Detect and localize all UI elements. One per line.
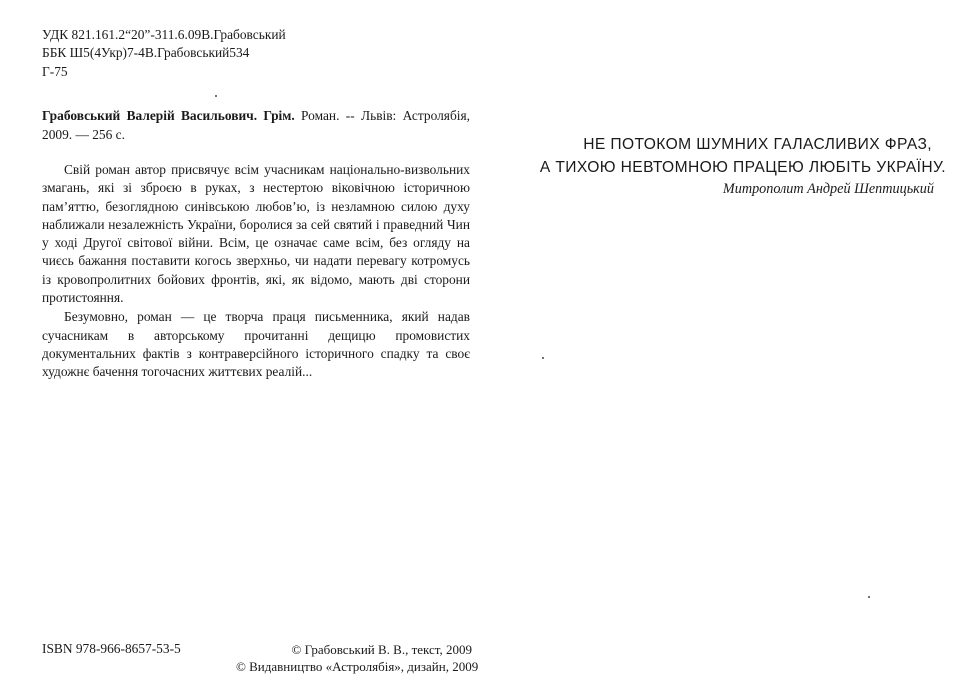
udk-code: УДК 821.161.2“20”-311.6.09В.Грабовський — [42, 27, 286, 42]
annotation — [42, 161, 470, 382]
copyright-text: © Грабовський В. В., текст, 2009 — [291, 642, 472, 657]
copyright-design: © Видавництво «Астролябія», дизайн, 2009 — [236, 659, 479, 674]
author-title: Грабовський Валерій Васильович. Грім. — [42, 108, 295, 123]
print-speck — [215, 95, 217, 97]
print-speck — [542, 357, 544, 359]
annotation-paragraph: Свій роман автор присвячує всім учасникам національно-визвольних змагань, які зі зброєю в руках, з нестертою віковічною історичною пам’яттю, безоглядною синівською любов’ю, із незламною силою духу наближали незалежність України, боролися за сей святий і праведний Чин у ході Другої світової війни. Всім, це означає саме всім, без огляду на чиєсь бажання поставити когось зверхньо, чи надати перевагу котромусь із кровопролитних бойових фронтів, які, як відомо, мають дві сторони протистояння. — [42, 162, 470, 306]
isbn: ISBN 978-966-8657-53-5 — [42, 641, 181, 656]
copyright-block — [236, 641, 479, 675]
bbk-code: ББК Ш5(4Укр)7-4В.Грабовський534 — [42, 45, 250, 61]
epigraph-line: А ТИХОЮ НЕВТОМНОЮ ПРАЦЕЮ ЛЮБІТЬ УКРАЇНУ. — [539, 159, 946, 176]
bibliographic-description — [42, 107, 470, 144]
author-sign: Г-75 — [42, 63, 68, 79]
print-speck — [868, 596, 870, 598]
publication-details: Роман. -- Львів: Астролябія, 2009. — 256 с. — [42, 108, 470, 142]
epigraph-line: НЕ ПОТОКОМ ШУМНИХ ГАЛАСЛИВИХ ФРАЗ, — [583, 136, 932, 153]
epigraph — [516, 133, 946, 198]
right-page — [486, 0, 972, 700]
epigraph-author: Митрополит Андрей Шептицький — [722, 181, 934, 197]
catalog-block — [42, 26, 286, 81]
annotation-paragraph: Безумовно, роман — це творча праця письменника, який надав сучасникам в авторському прочитанні дещицю промовистих документальних фактів з контраверсійного історичного спадку та своє художнє бачення тогочасних життєвих реалій... — [42, 309, 470, 380]
